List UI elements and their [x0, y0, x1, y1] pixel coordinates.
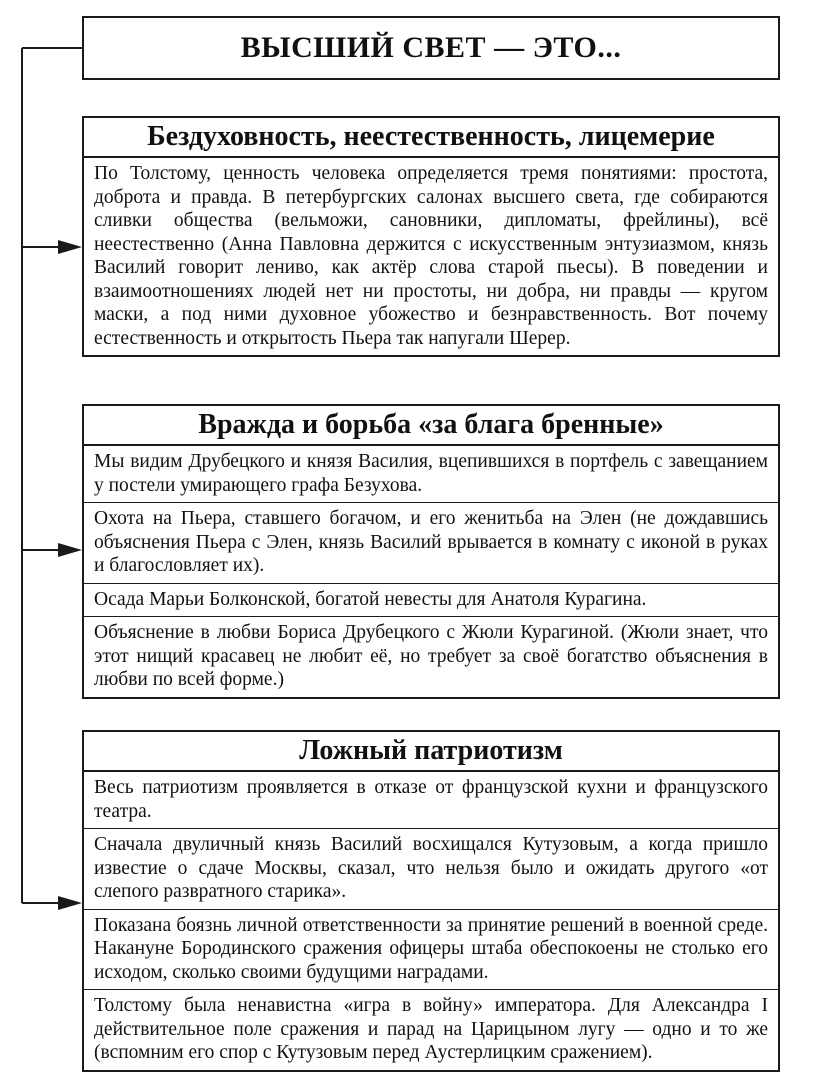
arrow-head-3: [58, 896, 82, 910]
section-item: Охота на Пьера, ставшего богачом, и его женитьба на Элен (не дождавшись объяснения Пьера с Элен, князь Василий врывается в комнату с иконой в руках и благословляет их).: [84, 503, 778, 584]
section-enmity: [82, 404, 780, 699]
section-item: Показана боязнь личной ответственности за принятие решений в военной среде. Накануне Бородинского сражения офицеры штаба обеспокоены не столько его исходом, сколько своими будущими наградами.: [84, 910, 778, 991]
section-heading: Ложный патриотизм: [84, 732, 778, 772]
arrow-head-1: [58, 240, 82, 254]
main-title: ВЫСШИЙ СВЕТ — ЭТО...: [240, 31, 622, 64]
section-item: Объяснение в любви Бориса Друбецкого с Жюли Курагиной. (Жюли знает, что этот нищий красавец не любит её, но требует за своё богатство объяснения в любви по всей форме.): [94, 622, 768, 690]
section-item: По Толстому, ценность человека определяется тремя понятиями: простота, доброта и правда. В петербургских салонах высшего света, где собираются сливки общества (вельможи, сановники, дипломаты, фрейлины), всё неестественно (Анна Павловна держится с искусственным энтузиазмом, князь Василий говорит лениво, как актёр слова старой пьесы). В поведении и взаимоотношениях людей нет ни простоты, ни добра, ни правды — кругом маски, а под ними духовное убожество и безнравственность. Вот почему естественность и открытость Пьера так напугали Шерер.: [94, 163, 768, 349]
arrow-head-2: [58, 543, 82, 557]
section-item: Осада Марьи Болконской, богатой невесты для Анатоля Курагина.: [84, 584, 778, 618]
section-heading: Бездуховность, неестественность, лицемерие: [84, 118, 778, 158]
main-title-box: [82, 16, 780, 80]
section-spirituality: [82, 116, 780, 357]
section-item: Весь патриотизм проявляется в отказе от французской кухни и французского театра.: [84, 772, 778, 829]
section-item: Сначала двуличный князь Василий восхищался Кутузовым, а когда пришло известие о сдаче Москвы, сказал, что нельзя было и ожидать другого «от слепого развратного старика».: [84, 829, 778, 910]
section-patriotism: [82, 730, 780, 1072]
section-item: Толстому была ненавистна «игра в войну» императора. Для Александра I действительное поле сражения и парад на Царицыном лугу — одно и то же (вспомним его спор с Кутузовым перед Аустерлицким сражением).: [94, 995, 768, 1063]
section-heading: Вражда и борьба «за блага бренные»: [84, 406, 778, 446]
section-item: Мы видим Друбецкого и князя Василия, вцепившихся в портфель с завещанием у постели умирающего графа Безухова.: [84, 446, 778, 503]
